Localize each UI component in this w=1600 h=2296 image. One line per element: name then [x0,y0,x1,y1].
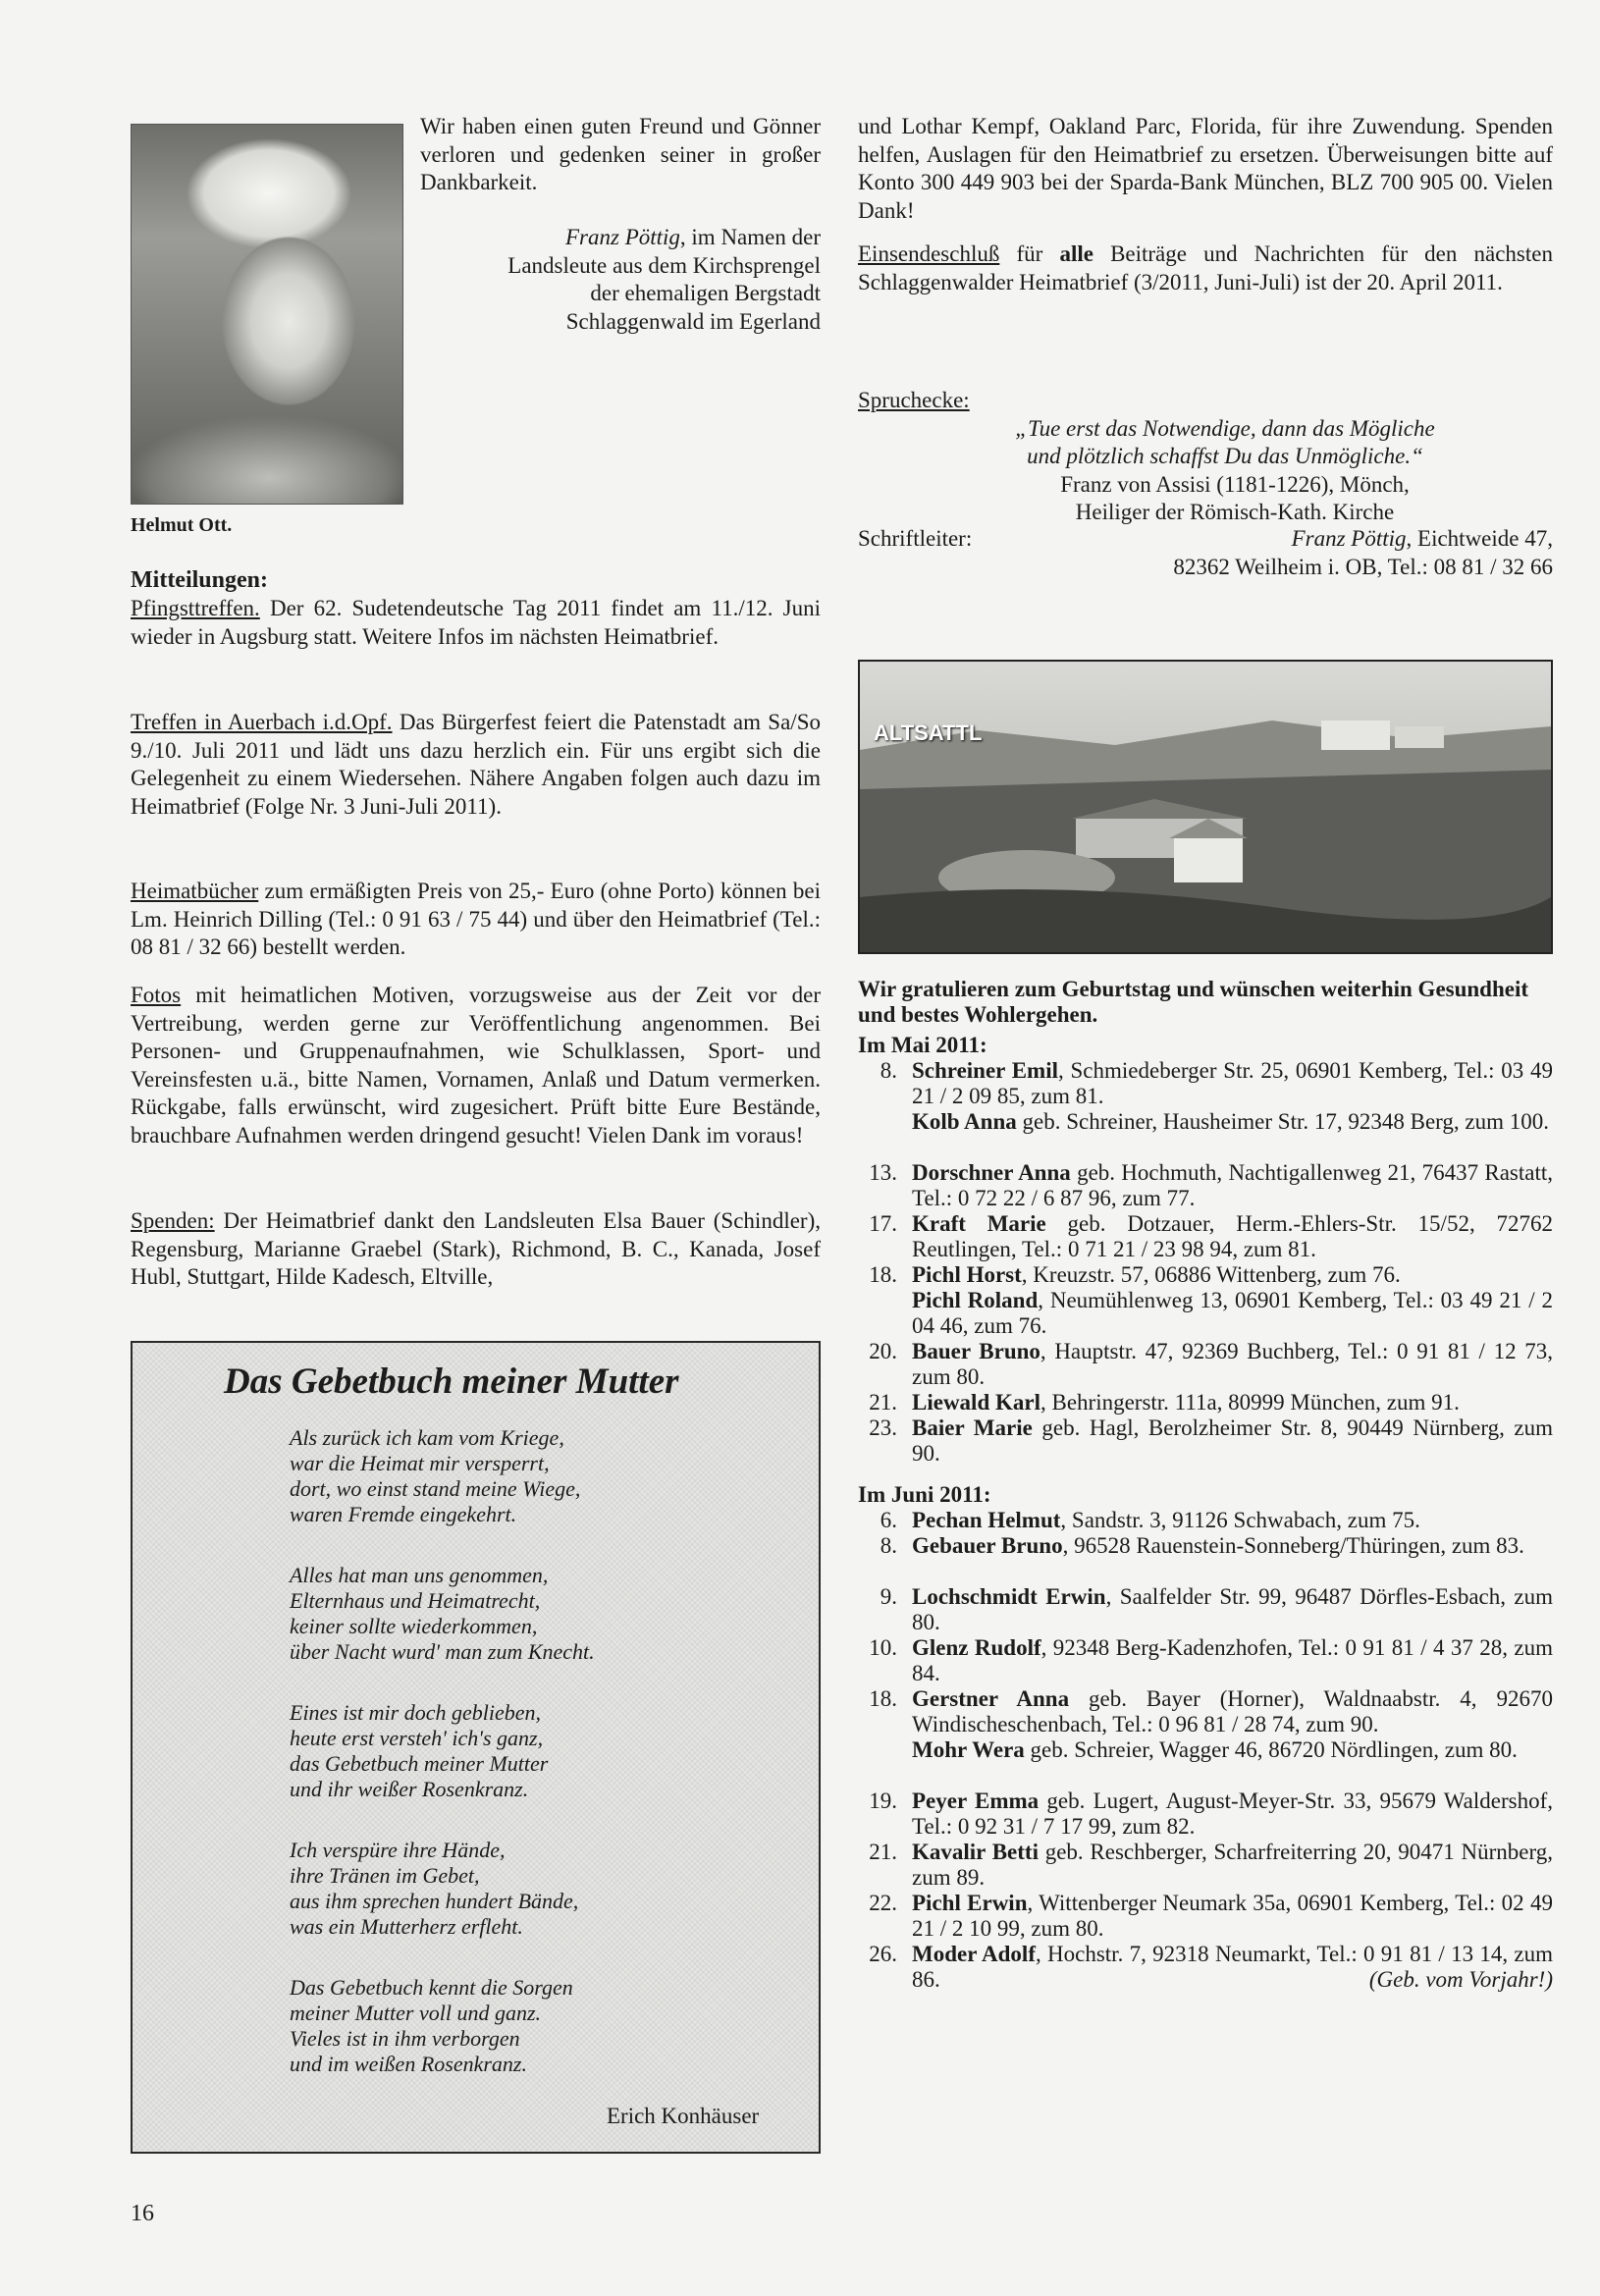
entry-text: , Neumühlenweg 13, 06901 Kemberg, Tel.: 03 49 21 / 2 04 46, zum 76. [912,1288,1553,1338]
birthday-entry [858,1737,1553,1763]
spruch-author: Heiliger der Römisch-Kath. Kirche [1075,500,1395,524]
entry-name: Moder Adolf [912,1942,1036,1966]
spruch-quote: und plötzlich schaffst Du das Unmögliche.“ [1027,444,1423,468]
signature-rest: , im Namen der [679,225,821,249]
signature-line: der ehemaligen Bergstadt [590,281,821,305]
birthday-entry [858,1415,1553,1467]
birthday-entry [858,1390,1553,1415]
entry-day: 9. [880,1584,897,1609]
birthday-entry [858,1262,1553,1288]
poem-line: Ich verspüre ihre Hände, [290,1838,506,1862]
entry-name: Pichl Erwin [912,1891,1028,1915]
entry-text: geb. Bayer (Horner), Waldnaabstr. 4, 92670 Windischeschenbach, Tel.: 0 96 81 / 28 74, zum 90. [912,1686,1553,1736]
notice-item [131,878,821,962]
poem-line: ihre Tränen im Gebet, [290,1863,480,1888]
poem-title: Das Gebetbuch meiner Mutter [224,1362,679,1402]
entry-name: Gebauer Bruno [912,1533,1063,1558]
entry-name: Schreiner Emil [912,1058,1059,1083]
notice-text: Das Bürgerfest feiert die Patenstadt am Sa/So 9./10. Juli 2011 und lädt uns dazu herzlich ein. Für uns ergibt sich die Gelegenheit zu einem Wiedersehen. Nähere Angaben folgen auch dazu im Heimatbrief (Folge Nr. 3 Juni-Juli 2011). [131,710,821,819]
page-number: 16 [131,2201,154,2226]
poem-line: Vieles ist in ihm verborgen [290,2026,520,2051]
obituary-signature [420,224,821,336]
poem-line: waren Fremde eingekehrt. [290,1502,517,1526]
entry-text: , Kreuzstr. 57, 06886 Wittenberg, zum 76. [1021,1262,1401,1287]
notice-label: Fotos [131,983,182,1007]
signature-line: Schlaggenwald im Egerland [565,308,821,334]
birthday-entry [858,1058,1553,1109]
notice-text: mit heimatlichen Motiven, vorzugsweise aus der Zeit vor der Vertreibung, werden gerne zur Veröffentlichung angenommen. Bei Personen- und Gruppenaufnahmen, wie Schulklassen, Sport- und Vereinsfesten u.ä., bitte Namen, Vornamen, Anlaß und Datum vermerken. Rückgabe, falls erwünscht, wird zugesichert. Prüft bitte Eure Bestände, brauchbare Aufnahmen werden dringend gesucht! Vielen Dank im voraus! [131,983,821,1148]
entry-text: geb. Lugert, August-Meyer-Str. 33, 95679 Waldershof, Tel.: 0 92 31 / 7 17 99, zum 82. [912,1789,1553,1839]
entry-day: 17. [869,1211,897,1236]
month-heading-may: Im Mai 2011: [858,1033,987,1057]
einsende-text: für [999,241,1060,266]
altsattl-photo [858,660,1553,954]
signature-line: Landsleute aus dem Kirchsprengel [507,252,821,278]
birthday-entry [858,1891,1553,1942]
entry-name: Kolb Anna [912,1109,1017,1134]
entry-name: Mohr Wera [912,1737,1025,1762]
schrift-name: Franz Pöttig [1291,526,1407,551]
entry-text: , 96528 Rauenstein-Sonneberg/Thüringen, zum 83. [1062,1533,1524,1558]
spruchecke [858,387,1553,527]
notice-item [131,1207,821,1292]
entry-name: Gerstner Anna [912,1686,1070,1711]
month-heading-june: Im Juni 2011: [858,1482,991,1507]
poem-stanza [290,1700,548,1802]
entry-name: Baier Marie [912,1415,1033,1440]
birthday-entry [858,1789,1553,1840]
entry-day: 22. [869,1891,897,1915]
birthday-entry [858,1211,1553,1262]
spruch-quote: „Tue erst das Notwendige, dann das Mögliche [1015,415,1435,441]
entry-text: , Saalfelder Str. 99, 96487 Dörfles-Esbach, zum 80. [912,1584,1554,1634]
entry-name: Pichl Roland [912,1288,1039,1312]
entry-name: Pechan Helmut [912,1508,1061,1532]
poem-author: Erich Konhäuser [607,2104,760,2128]
poem-line: über Nacht wurd' man zum Knecht. [290,1639,595,1664]
poem-line: und im weißen Rosenkranz. [290,2052,527,2076]
entry-text: geb. Reschberger, Scharfreiterring 20, 90471 Nürnberg, zum 89. [912,1840,1553,1890]
entry-text: , 92348 Berg-Kadenzhofen, Tel.: 0 91 81 / 4 37 28, zum 84. [912,1635,1553,1685]
notice-text: Der Heimatbrief dankt den Landsleuten Elsa Bauer (Schindler), Regensburg, Marianne Graebel (Stark), Richmond, B. C., Kanada, Josef Hubl, Stuttgart, Hilde Kadesch, Eltville, [131,1208,821,1289]
poem-line: dort, wo einst stand meine Wiege, [290,1476,581,1501]
landscape-image [860,662,1551,952]
einsende-label: Einsendeschluß [858,241,1000,266]
poem-line: Eines ist mir doch geblieben, [290,1700,542,1725]
entry-name: Peyer Emma [912,1789,1040,1813]
poem-line: Als zurück ich kam vom Kriege, [290,1425,564,1450]
entry-day: 18. [869,1686,897,1711]
poem-line: das Gebetbuch meiner Mutter [290,1751,549,1776]
entry-day: 21. [869,1390,897,1415]
poem-line: Das Gebetbuch kennt die Sorgen [290,1975,573,2000]
entry-day: 10. [869,1635,897,1660]
birthday-greeting: Wir gratulieren zum Geburtstag und wünschen weiterhin Gesundheit und bestes Wohlergehen. [858,977,1529,1027]
entry-day: 8. [880,1058,897,1083]
photo-caption: Helmut Ott. [131,514,233,536]
entry-text: geb. Schreiner, Hausheimer Str. 17, 92348 Berg, zum 100. [1016,1109,1550,1134]
spruch-author: Franz von Assisi (1181-1226), Mönch, [1060,471,1410,497]
birthday-entry [858,1686,1553,1737]
birthday-entry [858,1840,1553,1891]
birthday-entry [858,1533,1553,1559]
mitteilungen-heading: Mitteilungen: [131,567,268,593]
poem-line: und ihr weißer Rosenkranz. [290,1777,529,1801]
entry-name: Pichl Horst [912,1262,1022,1287]
schrift-label: Schriftleiter: [858,526,973,551]
schrift-addr: , Eichtweide 47, [1406,526,1553,551]
entry-name: Kavalir Betti [912,1840,1039,1864]
poem-line: aus ihm sprechen hundert Bände, [290,1889,579,1913]
birthday-entry [858,1635,1553,1686]
einsende-bold: alle [1059,241,1093,266]
poem-line: was ein Mutterherz erfleht. [290,1914,523,1939]
birthday-entry [858,1584,1553,1635]
notice-item [131,982,821,1149]
entry-day: 13. [869,1160,897,1185]
entry-text: geb. Schreier, Wagger 46, 86720 Nördlingen, zum 80. [1024,1737,1518,1762]
entry-text: geb. Hagl, Berolzheimer Str. 8, 90449 Nürnberg, zum 90. [912,1415,1553,1466]
entry-day: 21. [869,1840,897,1864]
entry-day: 26. [869,1942,897,1966]
entry-day: 23. [869,1415,897,1440]
poem-stanza [290,1563,595,1665]
entry-text: , Hauptstr. 47, 92369 Buchberg, Tel.: 0 91 81 / 12 73, zum 80. [912,1339,1553,1389]
spruch-label: Spruchecke: [858,388,970,412]
notice-label: Spenden: [131,1208,215,1233]
einsendeschluss [858,240,1553,296]
notice-label: Pfingsttreffen. [131,596,260,620]
entry-day: 8. [880,1533,897,1558]
poem-line: heute erst versteh' ich's ganz, [290,1726,544,1750]
entry-day: 6. [880,1508,897,1532]
entry-day: 18. [869,1262,897,1287]
poem-stanza [290,1425,580,1527]
poem-line: keiner sollte wiederkommen, [290,1614,538,1638]
entry-text: , Sandstr. 3, 91126 Schwabach, zum 75. [1060,1508,1420,1532]
obituary-text: Wir haben einen guten Freund und Gönner verloren und gedenken seiner in großer Dankbarkeit. [420,114,821,194]
entry-name: Bauer Bruno [912,1339,1040,1363]
poem-stanza [290,1975,573,2077]
entry-name: Dorschner Anna [912,1160,1071,1185]
entry-text: , Wittenberger Neumark 35a, 06901 Kemberg, Tel.: 02 49 21 / 2 10 99, zum 80. [912,1891,1553,1941]
notice-text: Der 62. Sudetendeutsche Tag 2011 findet am 11./12. Juni wieder in Augsburg statt. Weitere Infos im nächsten Heimatbrief. [131,596,821,649]
entry-text: geb. Dotzauer, Herm.-Ehlers-Str. 15/52, 72762 Reutlingen, Tel.: 0 71 21 / 23 98 94, zum 81. [912,1211,1554,1261]
birthday-entry [858,1160,1553,1211]
notice-text: zum ermäßigten Preis von 25,- Euro (ohne Porto) können bei Lm. Heinrich Dilling (Tel.: 0 91 63 / 75 44) und über den Heimatbrief (Tel.: 08 81 / 32 66) bestellt werden. [131,879,821,959]
entry-name: Kraft Marie [912,1211,1046,1236]
schriftleiter [858,525,1553,581]
spenden-continuation: und Lothar Kempf, Oakland Parc, Florida, für ihre Zuwendung. Spenden helfen, Auslagen für den Heimatbrief zu ersetzen. Überweisungen bitte auf Konto 300 449 903 bei der Sparda-Bank München, BLZ 700 905 00. Vielen Dank! [858,114,1553,223]
portrait-photo [131,124,403,505]
poem-line: Alles hat man uns genommen, [290,1563,549,1587]
schrift-addr: 82362 Weilheim i. OB, Tel.: 08 81 / 32 66 [1173,554,1553,579]
poem-line: war die Heimat mir versperrt, [290,1451,550,1475]
birthday-entry [858,1109,1553,1135]
photo-label: ALTSATTL [874,721,983,745]
entry-text: , Behringerstr. 111a, 80999 München, zum 91. [1040,1390,1460,1415]
notice-label: Treffen in Auerbach i.d.Opf. [131,710,393,734]
entry-text: , Hochstr. 7, 92318 Neumarkt, Tel.: 0 91 81 / 13 14, zum 86. [912,1942,1553,1992]
poem-line: Elternhaus und Heimatrecht, [290,1588,541,1613]
notice-item [131,595,821,651]
notice-item [131,709,821,821]
previous-year-note: (Geb. vom Vorjahr!) [1368,1967,1553,1992]
entry-text: geb. Hochmuth, Nachtigallenweg 21, 76437 Rastatt, Tel.: 0 72 22 / 6 87 96, zum 77. [912,1160,1553,1210]
notice-label: Heimatbücher [131,879,259,903]
entry-day: 19. [869,1789,897,1813]
birthday-entry [858,1508,1553,1533]
poem-line: meiner Mutter voll und ganz. [290,2001,542,2025]
entry-name: Lochschmidt Erwin [912,1584,1106,1609]
signature-name: Franz Pöttig [565,225,680,249]
entry-name: Glenz Rudolf [912,1635,1041,1660]
einsende-text: Beiträge und Nachrichten für den nächsten Schlaggenwalder Heimatbrief (3/2011, Juni-Juli) ist der 20. April 2011. [858,241,1553,294]
entry-text: , Schmiedeberger Str. 25, 06901 Kemberg, Tel.: 03 49 21 / 2 09 85, zum 81. [912,1058,1553,1108]
entry-name: Liewald Karl [912,1390,1040,1415]
birthday-entry [858,1339,1553,1390]
poem-stanza [290,1838,578,1940]
birthday-entry [858,1288,1553,1339]
entry-day: 20. [869,1339,897,1363]
